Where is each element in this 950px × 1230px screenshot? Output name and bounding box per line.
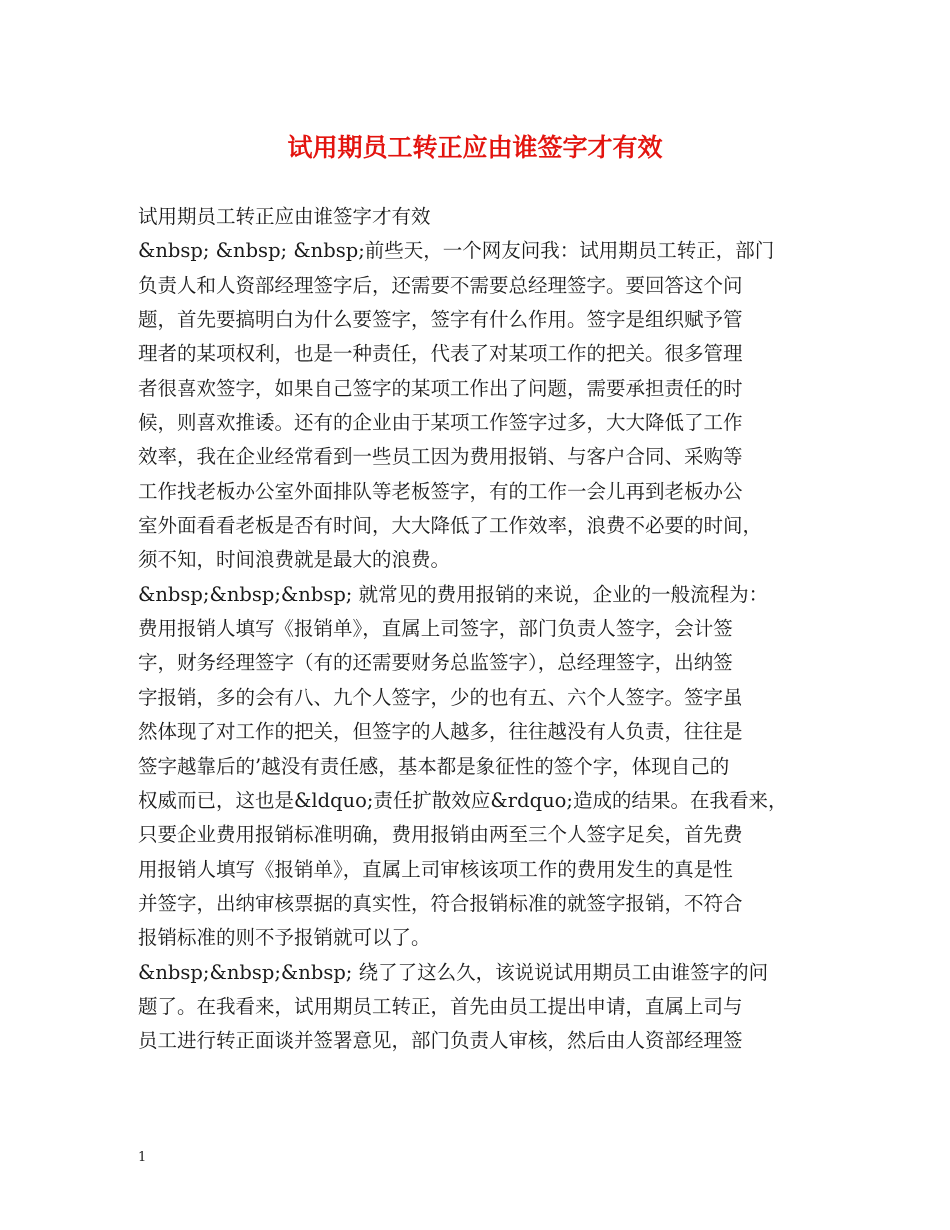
text-line: 须不知，时间浪费就是最大的浪费。 <box>138 548 451 572</box>
text-line: 候，则喜欢推诿。还有的企业由于某项工作签字过多，大大降低了工作 <box>138 411 743 435</box>
text-line: 效率，我在企业经常看到一些员工因为费用报销、与客户合同、采购等 <box>138 445 743 469</box>
text-line: 报销标准的则不予报销就可以了。 <box>138 926 431 950</box>
text-line: 题，首先要搞明白为什么要签字，签字有什么作用。签字是组织赋予管 <box>138 308 743 332</box>
text-line: 只要企业费用报销标准明确，费用报销由两至三个人签字足矣，首先费 <box>138 823 743 847</box>
text-line: 字，财务经理签字（有的还需要财务总监签字），总经理签字，出纳签 <box>138 651 733 675</box>
text-line: 试用期员工转正应由谁签字才有效 <box>138 205 431 228</box>
text-line: 费用报销人填写《报销单》，直属上司签字，部门负责人签字，会计签 <box>138 617 733 641</box>
text-line: 负责人和人资部经理签字后，还需要不需要总经理签字。要回答这个问 <box>138 273 743 297</box>
text-line: &nbsp; &nbsp; &nbsp;前些天，一个网友问我：试用期员工转正，部门 <box>138 239 775 263</box>
text-line: 员工进行转正面谈并签署意见，部门负责人审核，然后由人资部经理签 <box>138 1029 743 1053</box>
text-line: 签字越靠后的’越没有责任感，基本都是象征性的签个字，体现自己的 <box>138 754 730 778</box>
text-line: 然体现了对工作的把关，但签字的人越多，往往越没有人负责，往往是 <box>138 720 743 744</box>
document-body <box>138 200 818 1059</box>
text-line: 室外面看看老板是否有时间，大大降低了工作效率，浪费不必要的时间， <box>138 514 763 538</box>
document-title: 试用期员工转正应由谁签字才有效 <box>287 133 663 162</box>
text-line: 字报销，多的会有八、九个人签字，少的也有五、六个人签字。签字虽 <box>138 685 743 709</box>
text-line: 题了。在我看来，试用期员工转正，首先由员工提出申请，直属上司与 <box>138 994 743 1018</box>
text-line: 理者的某项权利，也是一种责任，代表了对某项工作的把关。很多管理 <box>138 342 743 366</box>
page-number: 1 <box>138 1150 147 1165</box>
text-line: 并签字，出纳审核票据的真实性，符合报销标准的就签字报销，不符合 <box>138 891 743 915</box>
text-line: 用报销人填写《报销单》，直属上司审核该项工作的费用发生的真是性 <box>138 857 733 881</box>
text-line: 者很喜欢签字，如果自己签字的某项工作出了问题，需要承担责任的时 <box>138 376 743 400</box>
text-line: &nbsp;&nbsp;&nbsp; 就常见的费用报销的来说，企业的一般流程为： <box>138 582 769 606</box>
text-line: &nbsp;&nbsp;&nbsp; 绕了了这么久，该说说试用期员工由谁签字的问 <box>138 960 769 984</box>
text-line: 权威而已，这也是&ldquo;责任扩散效应&rdquo;造成的结果。在我看来， <box>138 788 788 812</box>
text-line: 工作找老板办公室外面排队等老板签字，有的工作一会儿再到老板办公 <box>138 479 743 503</box>
